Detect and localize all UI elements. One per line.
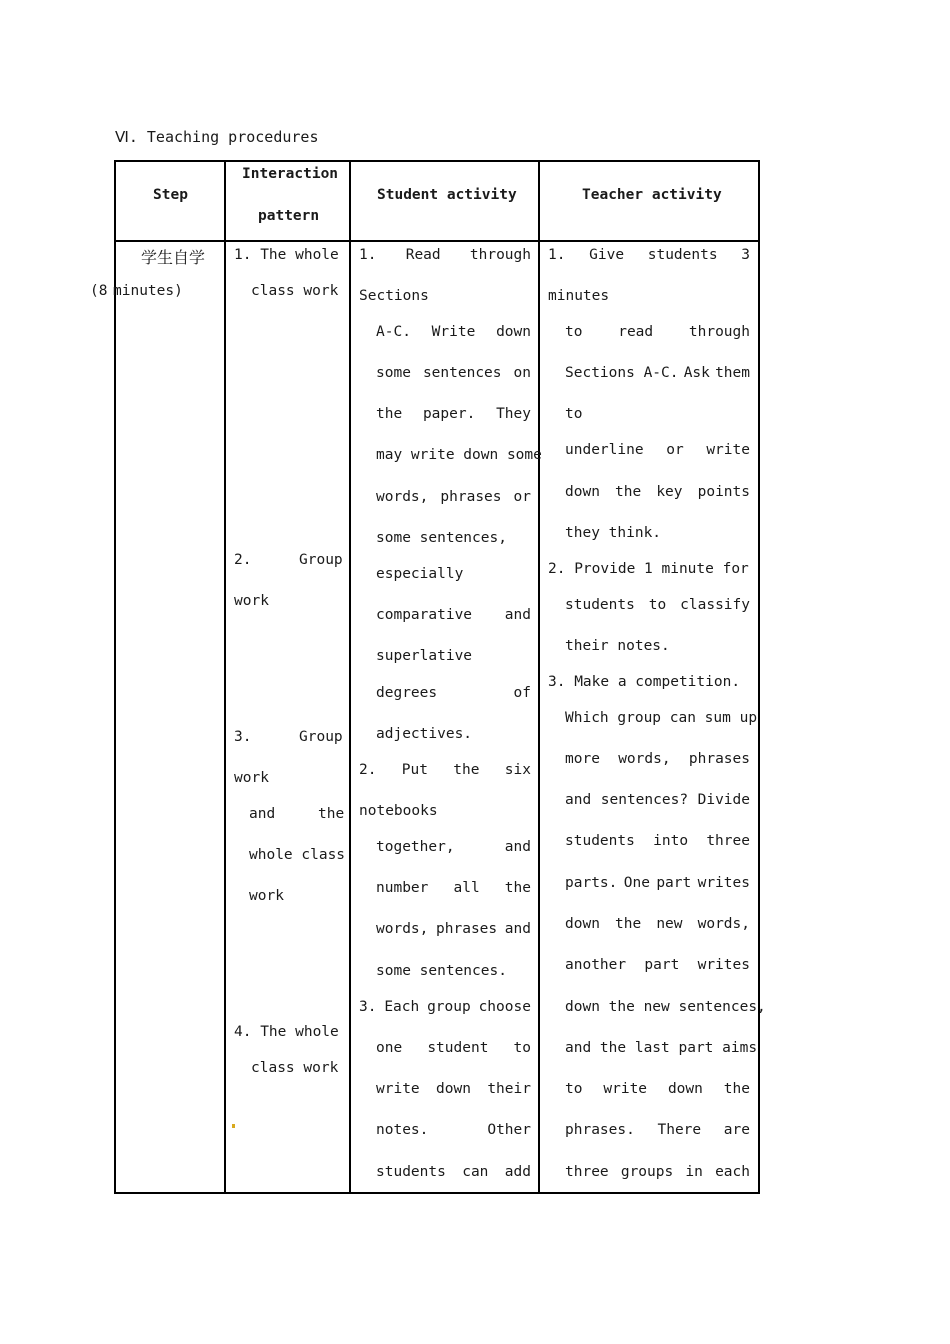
student-activity-line	[359, 803, 531, 819]
teacher-activity-line	[548, 674, 750, 690]
teacher-activity-word: 2. Provide 1 minute for	[548, 561, 749, 577]
student-activity-word: number	[376, 880, 429, 896]
teacher-activity-word: students	[565, 833, 635, 849]
teacher-activity-word: Sections A-C.	[565, 365, 679, 381]
teacher-activity-word: the	[723, 1081, 750, 1097]
interaction-3-the: the	[318, 806, 345, 822]
teacher-activity-word: to	[565, 324, 583, 340]
teacher-activity-word: One	[623, 875, 650, 891]
teacher-activity-word: Divide	[697, 792, 750, 808]
teacher-activity-line	[565, 324, 750, 340]
student-activity-line	[376, 839, 531, 855]
teacher-activity-word: words,	[618, 751, 671, 767]
teacher-activity-word: minutes	[548, 288, 610, 304]
student-activity-word: paper.	[422, 406, 476, 422]
teacher-activity-word: are	[723, 1122, 750, 1138]
student-activity-word: notes.	[376, 1122, 429, 1138]
stray-mark	[232, 1124, 235, 1128]
student-activity-word: together,	[376, 839, 455, 855]
teacher-activity-word: write	[603, 1081, 648, 1097]
student-activity-word: sentences	[422, 365, 502, 381]
student-activity-word: down	[496, 324, 531, 340]
student-activity-word: may write down some	[376, 447, 542, 463]
teacher-activity-word: part	[644, 957, 680, 973]
student-activity-word: some sentences,	[376, 530, 507, 546]
student-activity-word: 1.	[359, 247, 377, 263]
teacher-activity-line	[565, 365, 750, 381]
teacher-activity-word: 3. Make a competition.	[548, 674, 741, 690]
student-activity-line	[376, 365, 531, 381]
student-activity-word: the	[453, 762, 480, 778]
teacher-activity-word: they think.	[565, 525, 662, 541]
teacher-activity-word: down	[565, 484, 600, 500]
teacher-activity-line	[548, 288, 750, 304]
teacher-activity-line	[565, 833, 750, 849]
student-activity-word: down	[436, 1081, 471, 1097]
teacher-activity-word: their notes.	[565, 638, 670, 654]
column-divider-2	[349, 160, 351, 1194]
student-activity-line	[376, 607, 531, 623]
student-activity-line	[376, 447, 542, 463]
header-step: Step	[153, 187, 188, 203]
student-activity-line	[376, 324, 531, 340]
student-activity-word: notebooks	[359, 803, 438, 819]
student-activity-word: Sections	[359, 288, 429, 304]
student-activity-line	[376, 1081, 531, 1097]
table-top-border	[114, 160, 760, 162]
teacher-activity-word: students	[565, 597, 635, 613]
student-activity-line	[376, 921, 531, 937]
student-activity-word: 3.	[359, 999, 377, 1015]
student-activity-line	[376, 1122, 531, 1138]
teacher-activity-line	[565, 1040, 758, 1056]
student-activity-word: through	[469, 247, 531, 263]
teacher-activity-word: read	[618, 324, 654, 340]
student-activity-word: words,	[376, 921, 429, 937]
student-activity-word: phrases	[440, 489, 502, 505]
student-activity-word: some	[376, 365, 411, 381]
column-divider-3	[538, 160, 540, 1194]
student-activity-line	[376, 685, 531, 701]
teacher-activity-line	[565, 484, 750, 500]
teacher-activity-word: groups	[620, 1164, 674, 1180]
student-activity-word: to	[513, 1040, 531, 1056]
teacher-activity-line	[565, 442, 750, 458]
student-activity-line	[376, 963, 531, 979]
teacher-activity-word: three	[565, 1164, 609, 1180]
student-activity-word: adjectives.	[376, 726, 473, 742]
teacher-activity-word: them	[715, 365, 750, 381]
interaction-1-line2: class work	[251, 283, 339, 299]
teacher-activity-word: points	[697, 484, 750, 500]
interaction-4-line1: 4. The whole	[234, 1024, 339, 1040]
teacher-activity-word: classify	[680, 597, 750, 613]
student-activity-line	[376, 880, 531, 896]
student-activity-word: and	[504, 607, 531, 623]
student-activity-word: on	[513, 365, 531, 381]
student-activity-word: Put	[401, 762, 428, 778]
teacher-activity-word: Which group can sum up	[565, 710, 758, 726]
teacher-activity-word: the	[615, 484, 642, 500]
interaction-4-line2: class work	[251, 1060, 339, 1076]
column-divider-1	[224, 160, 226, 1194]
student-activity-word: student	[427, 1040, 489, 1056]
teacher-activity-word: to	[565, 1081, 583, 1097]
student-activity-line	[359, 762, 531, 778]
interaction-3-number: 3.	[234, 729, 252, 745]
teacher-activity-word: more	[565, 751, 600, 767]
interaction-3-work-end: work	[249, 888, 284, 904]
student-activity-line	[376, 1164, 531, 1180]
teacher-activity-line	[565, 710, 758, 726]
teacher-activity-word: key	[656, 484, 683, 500]
teacher-activity-word: through	[688, 324, 750, 340]
section-heading: Ⅵ. Teaching procedures	[115, 128, 319, 146]
student-activity-word: degrees	[376, 685, 438, 701]
student-activity-line	[359, 247, 531, 263]
interaction-3-group: Group	[299, 729, 343, 745]
header-interaction-line2: pattern	[258, 208, 320, 224]
student-activity-word: phrases	[436, 921, 498, 937]
student-activity-word: group	[427, 999, 471, 1015]
interaction-1-line1: 1. The whole	[234, 247, 339, 263]
teacher-activity-line	[565, 406, 750, 422]
header-teacher-activity: Teacher activity	[582, 187, 722, 203]
header-interaction-line1: Interaction	[242, 166, 339, 182]
teacher-activity-line	[565, 525, 750, 541]
student-activity-word: all	[453, 880, 480, 896]
table-right-border	[758, 160, 760, 1194]
table-left-border	[114, 160, 116, 1194]
teacher-activity-word: into	[653, 833, 689, 849]
student-activity-word: superlative	[376, 648, 473, 664]
teacher-activity-word: parts.	[565, 875, 618, 891]
student-activity-line	[376, 648, 531, 664]
teacher-activity-line	[565, 751, 750, 767]
teacher-activity-word: in	[685, 1164, 703, 1180]
teacher-activity-word: 1.	[548, 247, 566, 263]
teacher-activity-word: writes	[697, 875, 750, 891]
student-activity-line	[376, 489, 531, 505]
student-activity-word: their	[487, 1081, 531, 1097]
interaction-3-work: work	[234, 770, 269, 786]
student-activity-word: A-C.	[376, 324, 411, 340]
teacher-activity-word: Give	[589, 247, 625, 263]
teacher-activity-word: down the new sentences,	[565, 999, 766, 1015]
student-activity-word: words,	[376, 489, 429, 505]
teacher-activity-word: Ask	[683, 365, 710, 381]
header-bottom-border	[114, 240, 760, 242]
student-activity-line	[376, 530, 531, 546]
teacher-activity-word: part	[656, 875, 692, 891]
teacher-activity-word: down	[565, 916, 600, 932]
student-activity-word: and	[504, 921, 531, 937]
teacher-activity-word: another	[565, 957, 627, 973]
student-activity-word: Read	[405, 247, 441, 263]
student-activity-word: six	[504, 762, 531, 778]
teacher-activity-line	[565, 597, 750, 613]
teacher-activity-word: underline	[565, 442, 644, 458]
interaction-3-whole-class: whole class	[249, 847, 346, 863]
student-activity-word: They	[496, 406, 531, 422]
student-activity-line	[376, 1040, 531, 1056]
teacher-activity-word: words,	[697, 916, 750, 932]
student-activity-word: write	[376, 1081, 420, 1097]
teacher-activity-word: the	[615, 916, 642, 932]
student-activity-word: or	[513, 489, 531, 505]
student-activity-word: some sentences.	[376, 963, 507, 979]
student-activity-word: the	[376, 406, 403, 422]
student-activity-word: of	[513, 685, 531, 701]
teacher-activity-word: new	[656, 916, 683, 932]
student-activity-word: students	[376, 1164, 446, 1180]
teacher-activity-line	[548, 247, 750, 263]
teacher-activity-word: each	[715, 1164, 750, 1180]
teacher-activity-word: phrases	[688, 751, 750, 767]
teacher-activity-word: three	[706, 833, 750, 849]
student-activity-word: the	[504, 880, 531, 896]
student-activity-word: Write	[431, 324, 476, 340]
teacher-activity-line	[565, 1122, 750, 1138]
teacher-activity-line	[565, 792, 750, 808]
teacher-activity-line	[565, 1081, 750, 1097]
student-activity-word: and	[504, 839, 531, 855]
teacher-activity-word: There	[657, 1122, 702, 1138]
teacher-activity-line	[565, 875, 750, 891]
teacher-activity-word: to	[565, 406, 583, 422]
teacher-activity-line	[565, 999, 766, 1015]
table-bottom-border	[114, 1192, 760, 1194]
teacher-activity-word: phrases.	[565, 1122, 635, 1138]
student-activity-line	[359, 288, 531, 304]
student-activity-word: Each	[384, 999, 420, 1015]
student-activity-word: comparative	[376, 607, 473, 623]
student-activity-line	[376, 406, 531, 422]
student-activity-word: Other	[487, 1122, 531, 1138]
teacher-activity-word: 3	[741, 247, 750, 263]
teacher-activity-line	[565, 1164, 750, 1180]
step-duration-open: (8	[90, 283, 108, 299]
student-activity-word: can	[462, 1164, 489, 1180]
teacher-activity-word: write	[706, 442, 750, 458]
student-activity-line	[359, 999, 531, 1015]
teacher-activity-line	[565, 957, 750, 973]
interaction-2-work: work	[234, 593, 269, 609]
header-student-activity: Student activity	[377, 187, 517, 203]
teacher-activity-word: and	[565, 792, 592, 808]
teacher-activity-word: sentences?	[600, 792, 689, 808]
teacher-activity-line	[565, 638, 750, 654]
teacher-activity-line	[565, 916, 750, 932]
student-activity-word: especially	[376, 566, 464, 582]
student-activity-word: one	[376, 1040, 403, 1056]
interaction-3-and: and	[249, 806, 276, 822]
interaction-2-group: Group	[299, 552, 343, 568]
teacher-activity-line	[548, 561, 750, 577]
teacher-activity-word: to	[648, 597, 667, 613]
student-activity-word: choose	[478, 999, 531, 1015]
teacher-activity-word: and the last part aims	[565, 1040, 758, 1056]
interaction-2-number: 2.	[234, 552, 252, 568]
student-activity-line	[376, 566, 531, 582]
student-activity-word: 2.	[359, 762, 377, 778]
teacher-activity-word: students	[647, 247, 718, 263]
student-activity-word: add	[504, 1164, 531, 1180]
step-name: 学生自学	[141, 248, 206, 267]
teacher-activity-word: down	[667, 1081, 703, 1097]
teacher-activity-word: writes	[697, 957, 750, 973]
student-activity-line	[376, 726, 531, 742]
step-duration: minutes)	[113, 283, 183, 299]
teacher-activity-word: or	[666, 442, 684, 458]
